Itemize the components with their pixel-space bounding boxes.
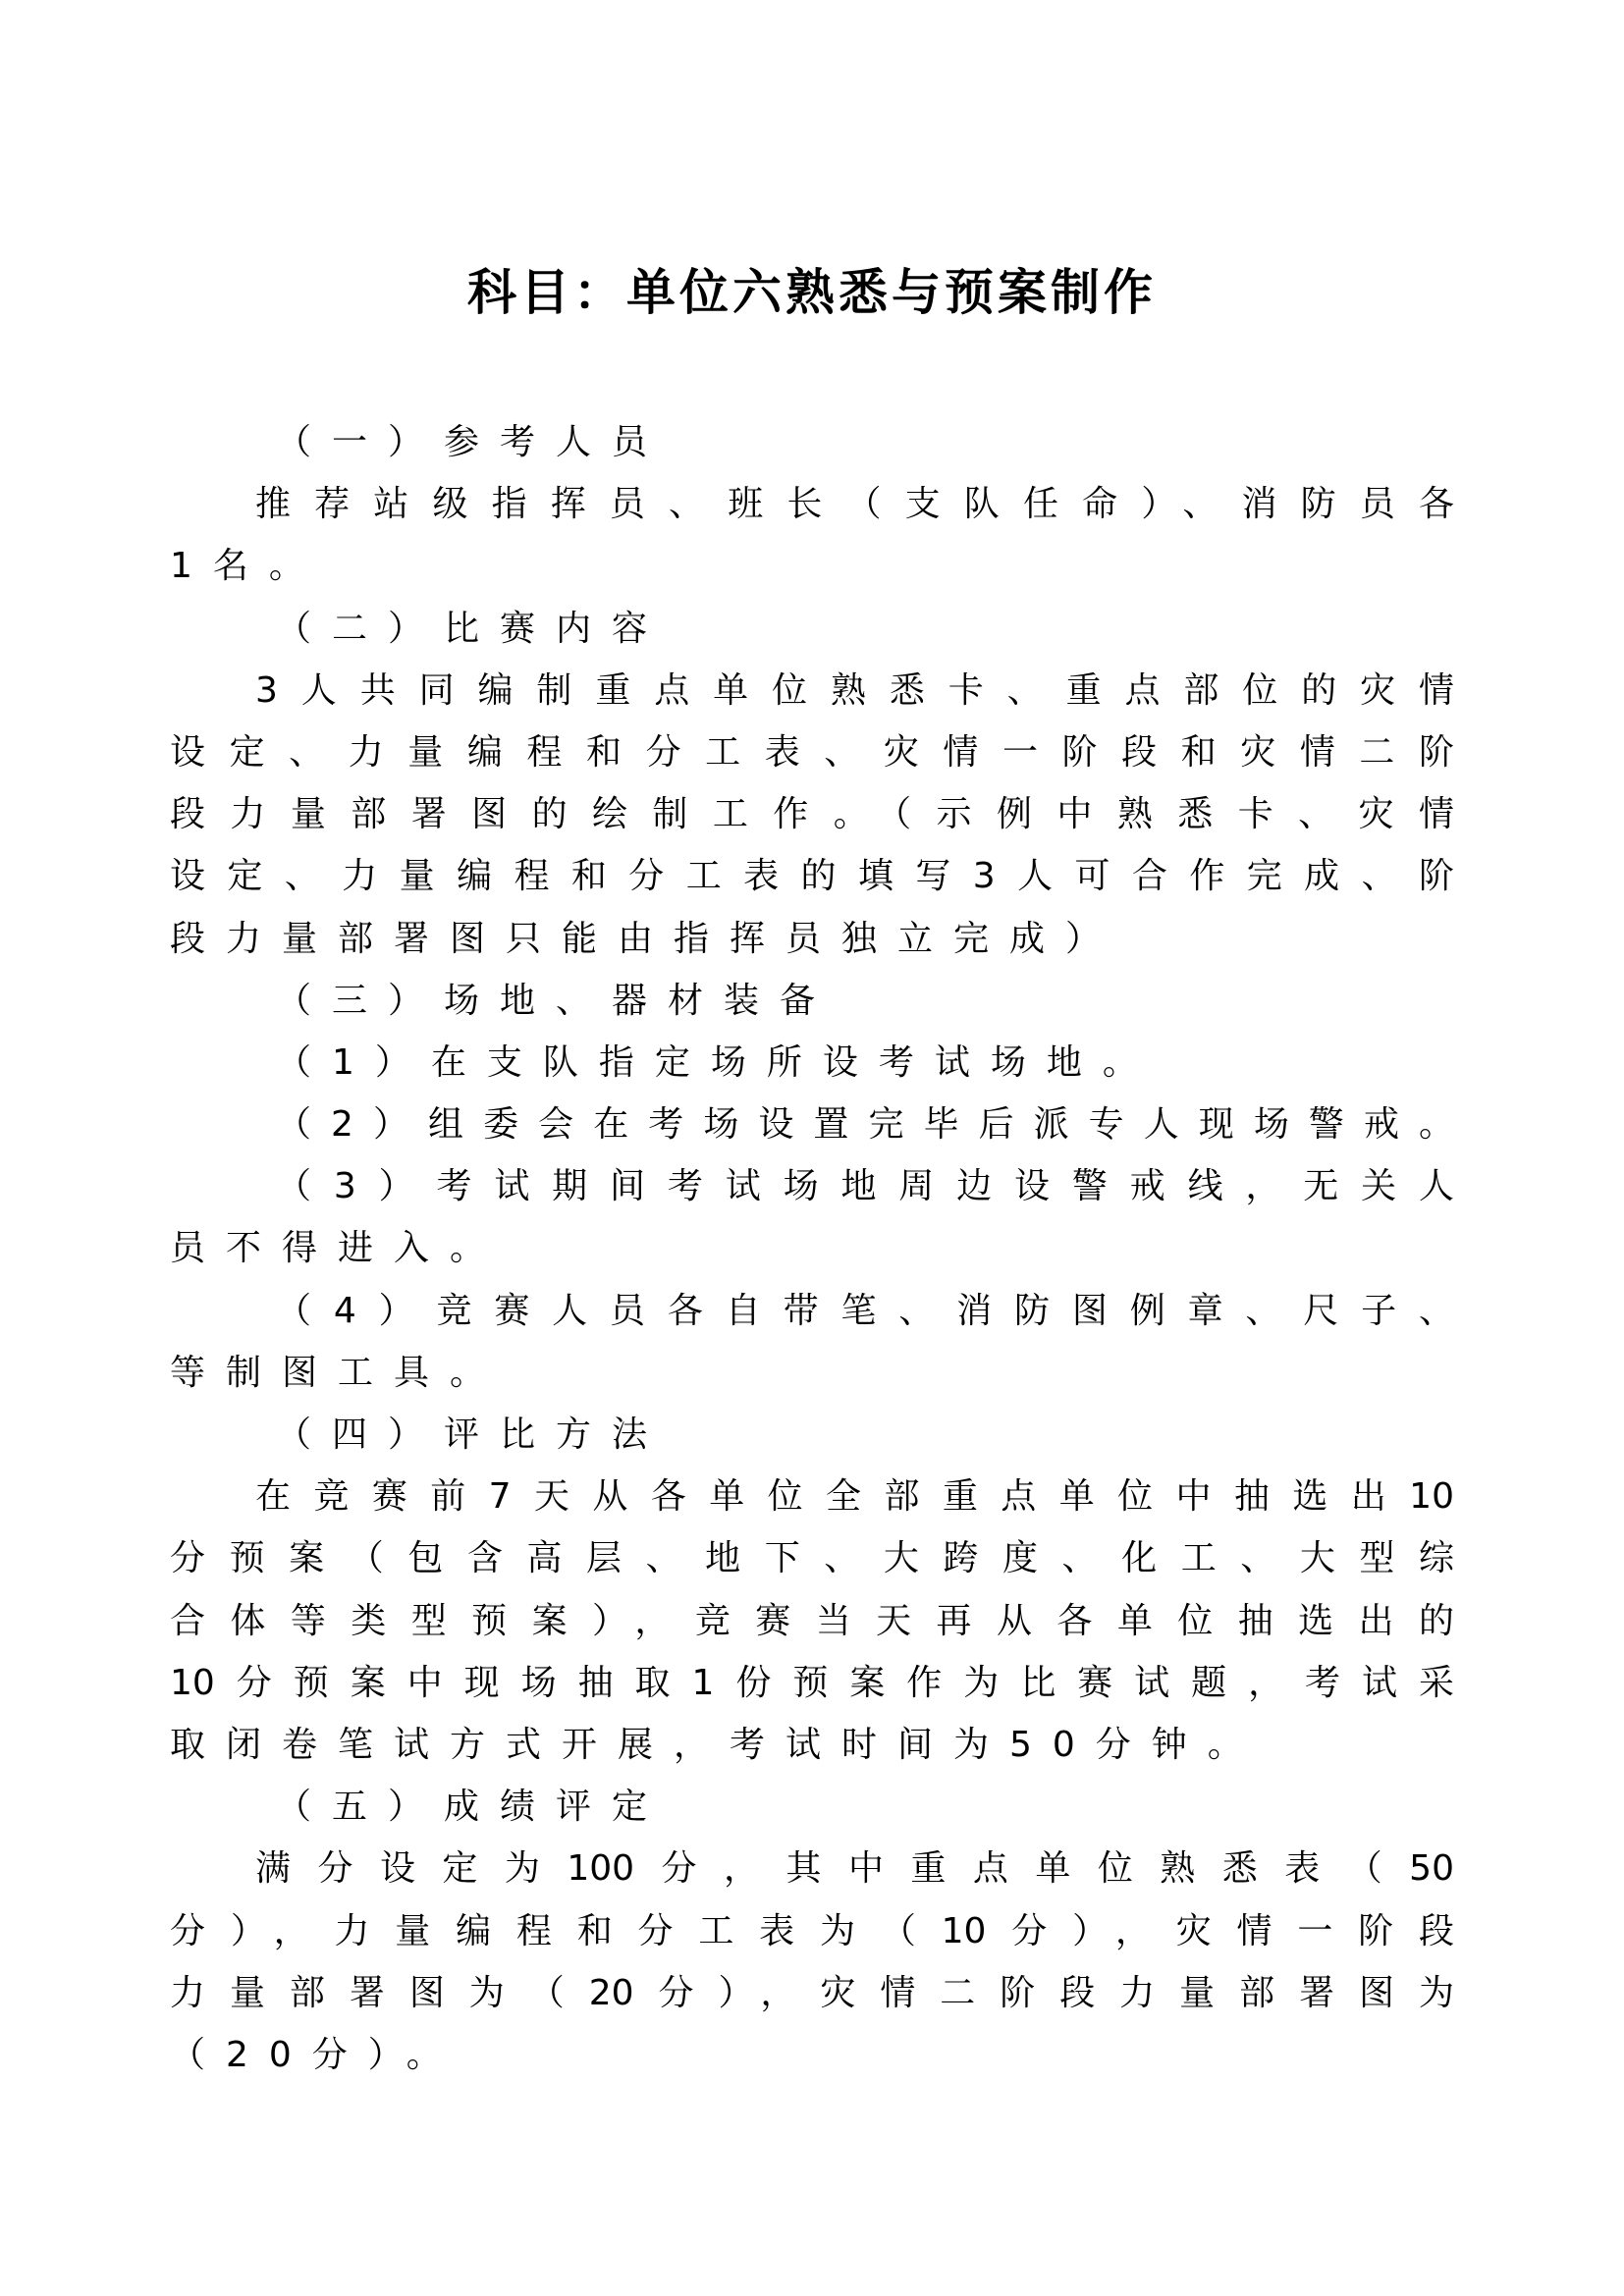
paragraph-line: 在竞赛前7天从各单位全部重点单位中抽选出10 [255, 1476, 1454, 1518]
paragraph-line: 1名。 [170, 546, 325, 587]
section-heading: （二）比赛内容 [276, 608, 669, 649]
paragraph-line: 分），力量编程和分工表为（10分），灾情一阶段 [170, 1910, 1454, 1951]
document-body [170, 411, 1454, 2086]
paragraph-line: 3人共同编制重点单位熟悉卡、重点部位的灾情 [255, 669, 1454, 711]
paragraph-line: 推荐站级指挥员、班长（支队任命）、消防员各 [255, 484, 1454, 525]
section-heading: （三）场地、器材装备 [276, 980, 837, 1021]
paragraph-line: （1）在支队指定场所设考试场地。 [276, 1041, 1159, 1083]
paragraph-line: 设定、力量编程和分工表、灾情一阶段和灾情二阶 [170, 731, 1454, 773]
paragraph-line: 满分设定为100分，其中重点单位熟悉表（50 [255, 1848, 1454, 1890]
paragraph-line: （4）竞赛人员各自带笔、消防图例章、尺子、 [276, 1290, 1454, 1331]
paragraph-line: 10分预案中现场抽取1份预案作为比赛试题，考试采 [170, 1662, 1454, 1703]
paragraph-line: 力量部署图为（20分），灾情二阶段力量部署图为 [170, 1972, 1454, 2013]
paragraph-line: 段力量部署图的绘制工作。（示例中熟悉卡、灾情 [170, 794, 1454, 835]
paragraph-line: （2）组委会在考场设置完毕后派专人现场警戒。 [276, 1104, 1454, 1146]
paragraph-line: 等制图工具。 [170, 1352, 507, 1393]
paragraph-line: 员不得进入。 [170, 1228, 507, 1269]
paragraph-line: 段力量部署图只能由指挥员独立完成） [170, 918, 1122, 959]
paragraph-line: 取闭卷笔试方式开展，考试时间为50分钟。 [170, 1724, 1264, 1765]
paragraph-line: 设定、力量编程和分工表的填写3人可合作完成、阶 [170, 856, 1454, 897]
section-heading: （四）评比方法 [276, 1415, 669, 1455]
paragraph-line: （20分）。 [170, 2034, 462, 2075]
paragraph-line: 合体等类型预案），竞赛当天再从各单位抽选出的 [170, 1600, 1454, 1641]
paragraph-line: 分预案（包含高层、地下、大跨度、化工、大型综 [170, 1538, 1454, 1579]
section-heading: （一）参考人员 [276, 422, 669, 462]
document-title: 科目：单位六熟悉与预案制作 [467, 264, 1157, 321]
section-heading: （五）成绩评定 [276, 1787, 669, 1828]
paragraph-line: （3）考试期间考试场地周边设警戒线，无关人 [276, 1166, 1454, 1207]
